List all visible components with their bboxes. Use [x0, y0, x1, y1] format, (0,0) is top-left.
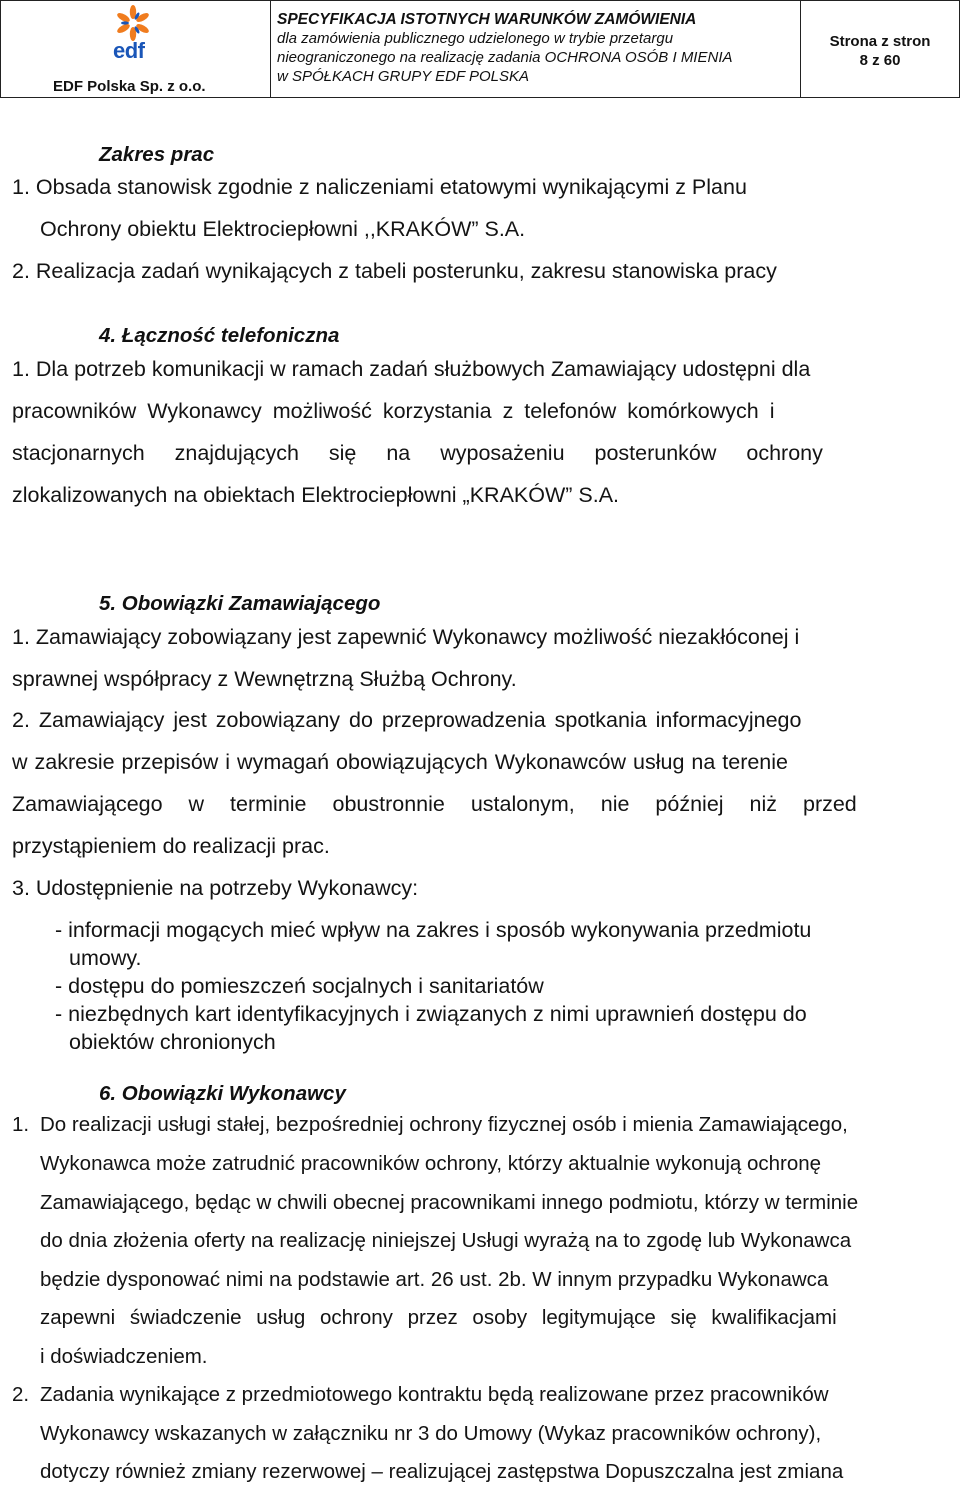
section-6-item-1-line-6: zapewni świadczenie usług ochrony przez osoby legitymujące się kwalifikacjami: [40, 1306, 837, 1329]
section-6-item-2-line-3: dotyczy również zmiany rezerwowej – realizującej zastępstwa Dopuszczalna jest zmiana: [40, 1460, 844, 1483]
section-4-line-2: pracowników Wykonawcy możliwość korzystania z telefonów komórkowych i: [12, 399, 775, 423]
section-5-bullet-1-cont: umowy.: [69, 946, 142, 970]
section-6-item-1-line-1: Do realizacji usługi stałej, bezpośredniej ochrony fizycznej osób i mienia Zamawiającego,: [40, 1113, 848, 1136]
section-5-item-1-cont: sprawnej współpracy z Wewnętrzną Służbą Ochrony.: [12, 667, 517, 691]
section-4-line-1: 1. Dla potrzeb komunikacji w ramach zadań służbowych Zamawiający udostępni dla: [12, 357, 811, 381]
edf-logo-text: edf: [113, 38, 145, 63]
section-6-heading: 6. Obowiązki Wykonawcy: [99, 1082, 346, 1105]
spec-subtitle-3: w SPÓŁKACH GRUPY EDF POLSKA: [277, 68, 530, 85]
section-4-line-4: zlokalizowanych na obiektach Elektrociepłowni „KRAKÓW” S.A.: [12, 483, 620, 507]
section-6-item-2-line-2: Wykonawcy wskazanych w załączniku nr 3 do Umowy (Wykaz pracowników ochrony),: [40, 1422, 822, 1445]
section-5-heading: 5. Obowiązki Zamawiającego: [99, 592, 381, 615]
section-6-item-2-line-1: Zadania wynikające z przedmiotowego kontraktu będą realizowane przez pracowników: [40, 1383, 829, 1406]
section-5-bullet-2: - dostępu do pomieszczeń socjalnych i sanitariatów: [55, 974, 544, 998]
zakres-item-1: 1. Obsada stanowisk zgodnie z naliczeniami etatowymi wynikającymi z Planu: [12, 175, 747, 199]
zakres-item-1-cont: Ochrony obiektu Elektrociepłowni ,,KRAKÓW” S.A.: [40, 217, 526, 241]
zakres-heading: Zakres prac: [99, 143, 215, 166]
section-5-item-1: 1. Zamawiający zobowiązany jest zapewnić Wykonawcy możliwość niezakłóconej i: [12, 625, 800, 649]
section-6-item-1-line-3: Zamawiającego, będąc w chwili obecnej pracownikami innego podmiotu, którzy w terminie: [40, 1191, 859, 1214]
spec-subtitle-1: dla zamówienia publicznego udzielonego w trybie przetargu: [277, 30, 674, 47]
section-5-bullet-1: - informacji mogących mieć wpływ na zakres i sposób wykonywania przedmiotu: [55, 918, 812, 942]
section-6-item-1-line-4: do dnia złożenia oferty na realizację niniejszej Usługi wyrażą na to zgodę lub Wykonawca: [40, 1229, 852, 1252]
page-label: Strona z stron: [829, 33, 931, 50]
section-4-line-3: stacjonarnych znajdujących się na wyposażeniu posterunków ochrony: [12, 441, 823, 465]
page-number: 8 z 60: [859, 52, 901, 69]
spec-title: SPECYFIKACJA ISTOTNYCH WARUNKÓW ZAMÓWIENIA: [277, 11, 697, 28]
section-5-item-2-line-4: przystąpieniem do realizacji prac.: [12, 834, 330, 858]
header-logo-cell: [1, 1, 271, 97]
section-6-item-1-number: 1.: [12, 1113, 30, 1136]
section-5-item-2-line-2: w zakresie przepisów i wymagań obowiązujących Wykonawców usług na terenie: [12, 750, 788, 774]
section-6-item-1-line-2: Wykonawca może zatrudnić pracowników ochrony, którzy aktualnie wykonują ochronę: [40, 1152, 822, 1175]
section-5-item-2-line-3: Zamawiającego w terminie obustronnie ustalonym, nie później niż przed: [12, 792, 857, 816]
section-4-heading: 4. Łączność telefoniczna: [99, 324, 340, 347]
header-page-cell: [801, 1, 959, 97]
section-6-item-1-line-5: będzie dysponować nimi na podstawie art. 26 ust. 2b. W innym przypadku Wykonawca: [40, 1268, 829, 1291]
company-name: EDF Polska Sp. z o.o.: [53, 78, 206, 95]
zakres-item-2: 2. Realizacja zadań wynikających z tabeli posterunku, zakresu stanowiska pracy: [12, 259, 777, 283]
section-5-bullet-3-cont: obiektów chronionych: [69, 1030, 276, 1054]
document-header: [0, 0, 960, 98]
spec-subtitle-2: nieograniczonego na realizację zadania OCHRONA OSÓB I MIENIA: [277, 49, 733, 66]
header-title-cell: [271, 1, 801, 97]
section-5-bullet-3: - niezbędnych kart identyfikacyjnych i związanych z nimi uprawnień dostępu do: [55, 1002, 807, 1026]
section-6-item-2-number: 2.: [12, 1383, 30, 1406]
section-5-item-2: 2. Zamawiający jest zobowiązany do przeprowadzenia spotkania informacyjnego: [12, 708, 802, 732]
section-6-item-1-line-7: i doświadczeniem.: [40, 1345, 208, 1368]
section-5-item-3: 3. Udostępnienie na potrzeby Wykonawcy:: [12, 876, 419, 900]
